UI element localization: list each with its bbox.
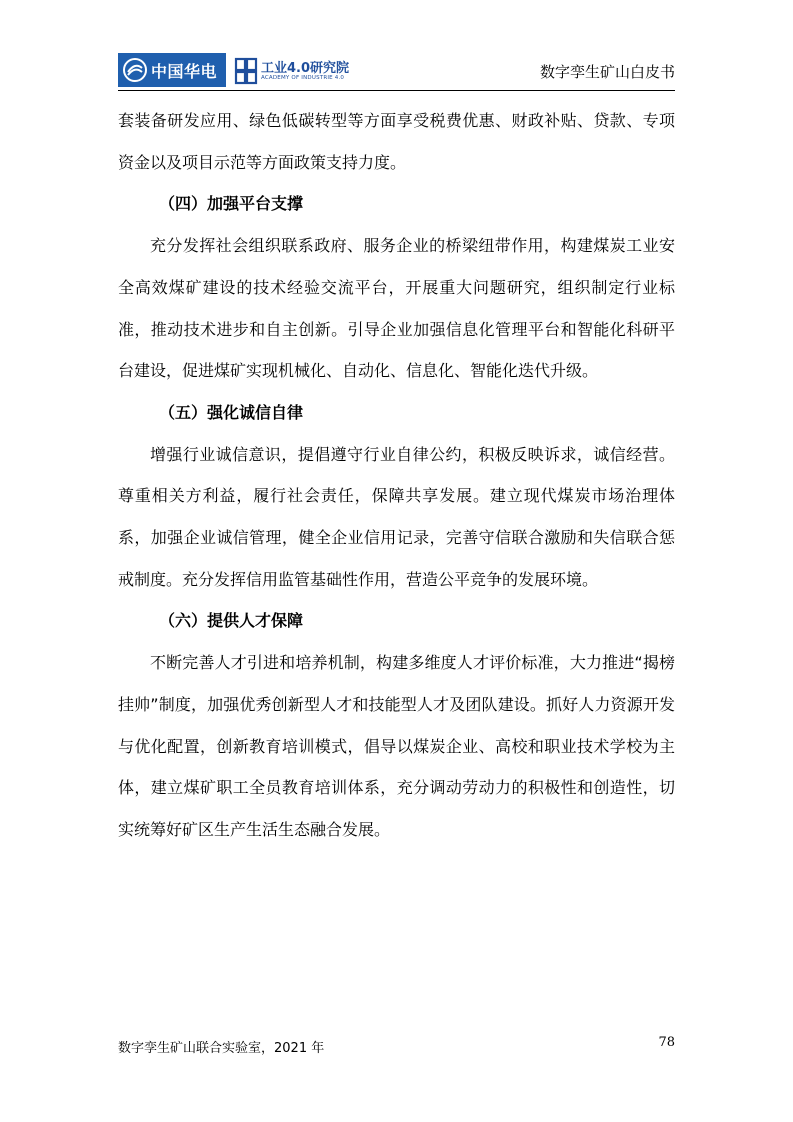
academy-logo-subtitle: ACADEMY OF INDUSTRIE 4.0 (261, 75, 345, 81)
page-body (118, 100, 675, 851)
academy-logo (234, 56, 350, 86)
page-number: 78 (658, 1035, 675, 1050)
header-divider (118, 90, 675, 91)
academy-logo-title: 工业4.0研究院 (261, 61, 350, 76)
paragraph-platform-support: 充分发挥社会组织联系政府、服务企业的桥梁纽带作用，构建煤炭工业安全高效煤矿建设的技术经验交流平台，开展重大问题研究，组织制定行业标准，推动技术进步和自主创新。引导企业加强信息化管理平台和智能化科研平台建设，促进煤矿实现机械化、自动化、信息化、智能化迭代升级。 (118, 236, 675, 381)
section-heading-4: （四）加强平台支撑 (159, 194, 304, 214)
paragraph-continuation: 套装备研发应用、绿色低碳转型等方面享受税费优惠、财政补贴、贷款、专项资金以及项目示范等方面政策支持力度。 (118, 111, 675, 172)
footer-source: 数字孪生矿山联合实验室，2021 年 (118, 1041, 325, 1056)
section-heading-6: （六）提供人才保障 (159, 611, 304, 631)
section-heading-5: （五）强化诚信自律 (159, 402, 304, 422)
paragraph-talent: 不断完善人才引进和培养机制，构建多维度人才评价标准，大力推进“揭榜挂帅”制度，加强优秀创新型人才和技能型人才及团队建设。抓好人力资源开发与优化配置，创新教育培训模式，倡导以煤炭企业、高校和职业技术学校为主体，建立煤矿职工全员教育培训体系，充分调动劳动力的积极性和创造性，切实统筹好矿区生产生活生态融合发展。 (118, 653, 675, 839)
huadian-logo (118, 53, 226, 87)
huadian-emblem-icon (122, 57, 148, 83)
academy-emblem-icon (234, 56, 258, 86)
document-title: 数字孪生矿山白皮书 (539, 63, 675, 81)
paragraph-integrity: 增强行业诚信意识，提倡遵守行业自律公约，积极反映诉求，诚信经营。尊重相关方利益，履行社会责任，保障共享发展。建立现代煤炭市场治理体系，加强企业诚信管理，健全企业信用记录，完善守信联合激励和失信联合惩戒制度。充分发挥信用监管基础性作用，营造公平竞争的发展环境。 (118, 444, 675, 589)
page-header (118, 50, 675, 90)
huadian-logo-text: 中国华电 (151, 61, 218, 81)
